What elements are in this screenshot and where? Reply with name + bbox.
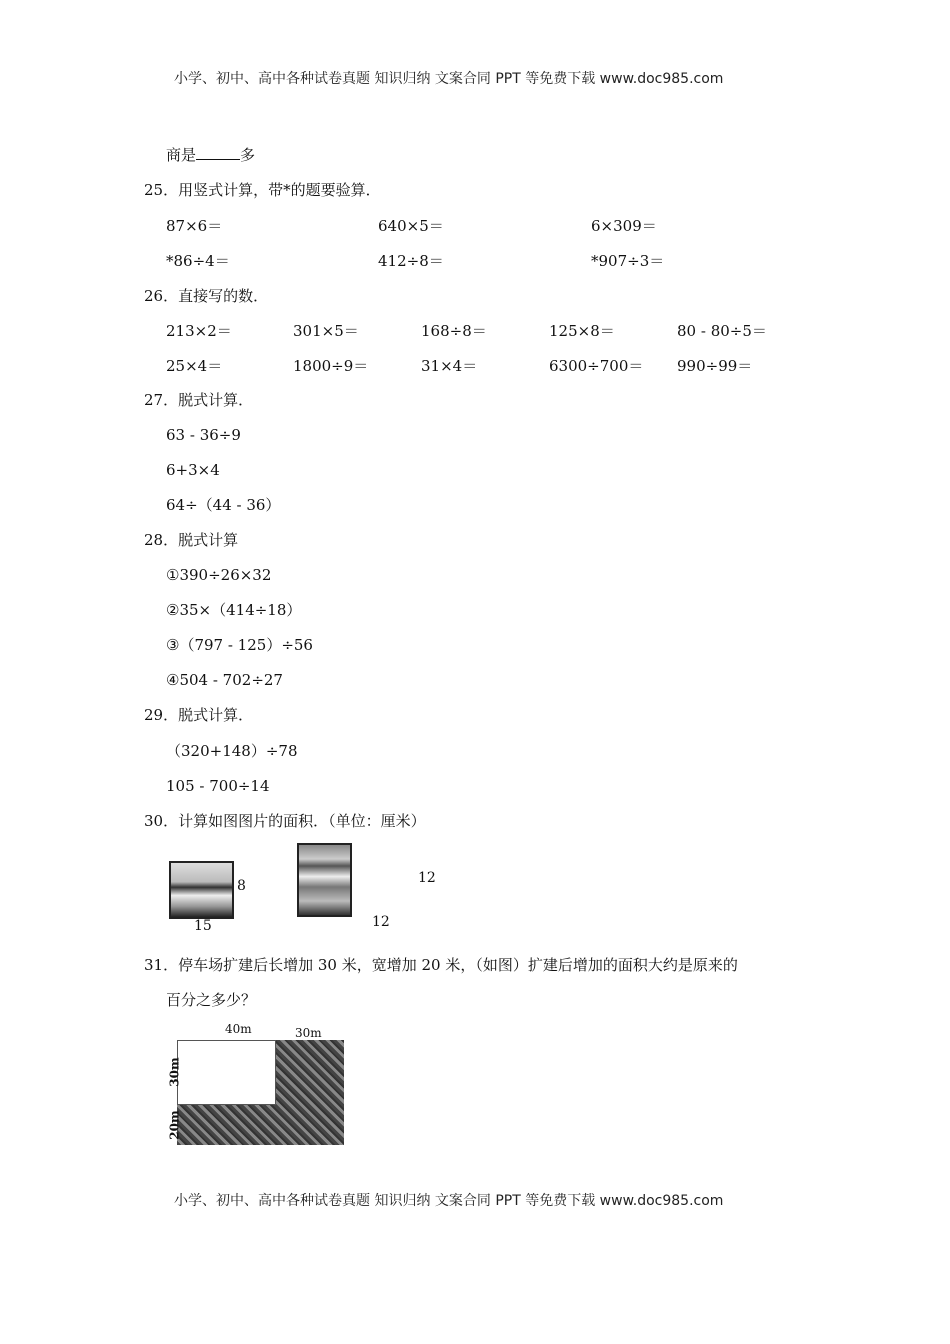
q29-item: 105 - 700÷14 <box>166 777 270 795</box>
q25-item: *907÷3＝ <box>591 252 665 270</box>
landscape-picture-1 <box>169 861 234 919</box>
q26-item: 301×5＝ <box>293 322 359 340</box>
q26-item: 990÷99＝ <box>677 357 753 375</box>
q28-item: ②35×（414÷18） <box>166 601 302 619</box>
pic2-width-label: 12 <box>372 914 390 930</box>
q26-item: 213×2＝ <box>166 322 232 340</box>
q28-title: 28．脱式计算 <box>144 531 239 549</box>
q29-item: （320+148）÷78 <box>166 742 298 760</box>
q27-item: 63 - 36÷9 <box>166 426 241 444</box>
q25-item: 412÷8＝ <box>378 252 444 270</box>
original-area <box>177 1040 276 1105</box>
q26-item: 1800÷9＝ <box>293 357 369 375</box>
pic2-height-label: 12 <box>418 870 436 886</box>
landscape-picture-2 <box>297 843 352 917</box>
q26-item: 168÷8＝ <box>421 322 487 340</box>
answer-blank <box>196 145 240 160</box>
label-20m-side: 20m <box>167 1110 182 1140</box>
q26-title: 26．直接写的数． <box>144 287 269 305</box>
q28-item: ①390÷26×32 <box>166 566 272 584</box>
q26-item: 80 - 80÷5＝ <box>677 322 767 340</box>
pic1-width-label: 15 <box>194 918 212 934</box>
q25-item: 6×309＝ <box>591 217 657 235</box>
q24-tail <box>166 145 255 165</box>
q31-text-line1: 31．停车场扩建后长增加 30 米，宽增加 20 米，（如图）扩建后增加的面积大约是原来的 <box>144 956 738 974</box>
q27-title: 27．脱式计算． <box>144 391 254 409</box>
q26-item: 25×4＝ <box>166 357 223 375</box>
page-header: 小学、初中、高中各种试卷真题 知识归纳 文案合同 PPT 等免费下载 www.doc985.com <box>174 71 724 87</box>
q27-item: 64÷（44 - 36） <box>166 496 281 514</box>
parking-lot-diagram <box>177 1040 344 1145</box>
q28-item: ③（797 - 125）÷56 <box>166 636 313 654</box>
q26-item: 31×4＝ <box>421 357 478 375</box>
q26-item: 125×8＝ <box>549 322 615 340</box>
label-30m-side: 30m <box>167 1057 182 1087</box>
q26-item: 6300÷700＝ <box>549 357 644 375</box>
q25-item: 640×5＝ <box>378 217 444 235</box>
pic1-height-label: 8 <box>237 878 246 894</box>
q25-item: *86÷4＝ <box>166 252 230 270</box>
q28-item: ④504 - 702÷27 <box>166 671 283 689</box>
label-30m-top: 30m <box>295 1026 322 1040</box>
q27-item: 6+3×4 <box>166 461 220 479</box>
q24-text-end: 多 <box>240 146 256 164</box>
q31-text-line2: 百分之多少？ <box>166 991 257 1009</box>
label-40m: 40m <box>225 1022 252 1036</box>
q25-title: 25．用竖式计算，带*的题要验算． <box>144 181 381 199</box>
q29-title: 29．脱式计算． <box>144 706 254 724</box>
q24-text: 商是 <box>166 146 197 164</box>
page-footer: 小学、初中、高中各种试卷真题 知识归纳 文案合同 PPT 等免费下载 www.doc985.com <box>174 1193 724 1209</box>
q25-item: 87×6＝ <box>166 217 223 235</box>
q30-title: 30．计算如图图片的面积．（单位：厘米） <box>144 812 426 830</box>
